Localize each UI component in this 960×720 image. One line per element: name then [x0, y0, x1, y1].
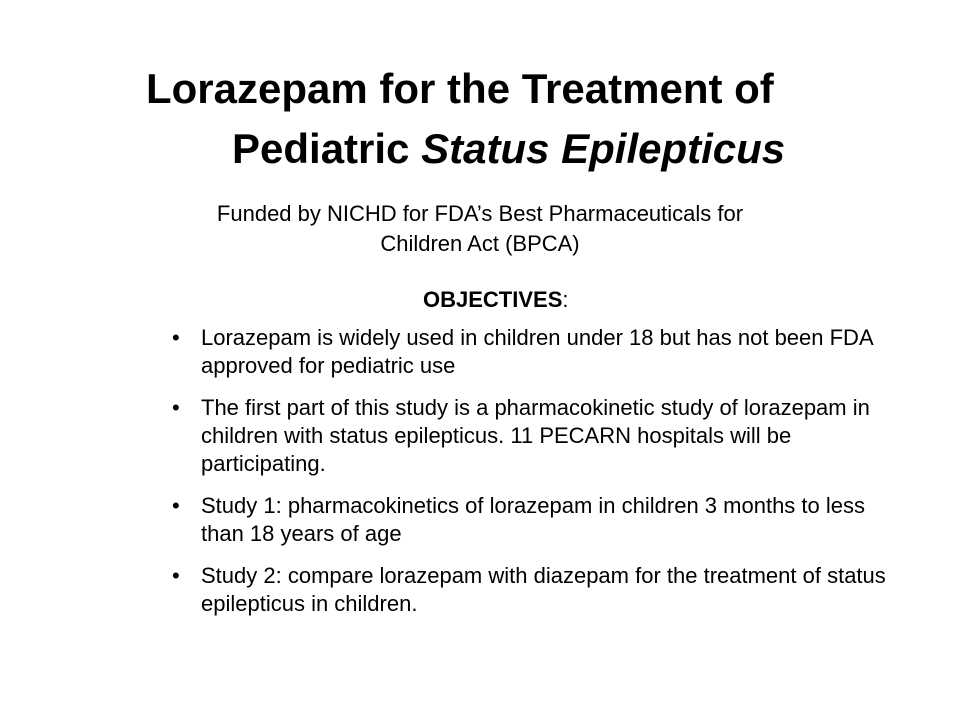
objective-text: The first part of this study is a pharmacokinetic study of lorazepam in children with status epilepticus. 11 PECARN hospitals will be participating. — [201, 395, 870, 476]
objective-text: Study 1: pharmacokinetics of lorazepam in children 3 months to less than 18 years of age — [201, 493, 865, 546]
objectives-heading-colon: : — [562, 287, 569, 312]
bullet-icon: • — [172, 325, 180, 350]
bullet-icon: • — [172, 493, 180, 518]
objective-text: Study 2: compare lorazepam with diazepam for the treatment of status epilepticus in children. — [201, 563, 886, 616]
funding-subtitle — [150, 199, 810, 259]
objectives-list — [172, 324, 902, 632]
objective-item — [172, 324, 902, 380]
objective-item — [172, 394, 902, 478]
slide-title-line-2-plain: Pediatric — [232, 125, 422, 172]
objectives-heading-text: OBJECTIVES — [423, 287, 563, 312]
objective-item — [172, 492, 902, 548]
objectives-heading — [423, 285, 569, 315]
slide-title-line-2 — [232, 122, 785, 176]
slide-title-line-1: Lorazepam for the Treatment of — [146, 65, 774, 112]
objective-item — [172, 562, 902, 618]
slide-title-line-2-italic: Status Epilepticus — [421, 125, 786, 172]
objective-text: Lorazepam is widely used in children under 18 but has not been FDA approved for pediatric use — [201, 325, 873, 378]
bullet-icon: • — [172, 563, 180, 588]
funding-subtitle-line-1: Funded by NICHD for FDA’s Best Pharmaceuticals for — [216, 201, 744, 226]
funding-subtitle-line-2: Children Act (BPCA) — [380, 231, 580, 256]
bullet-icon: • — [172, 395, 180, 420]
